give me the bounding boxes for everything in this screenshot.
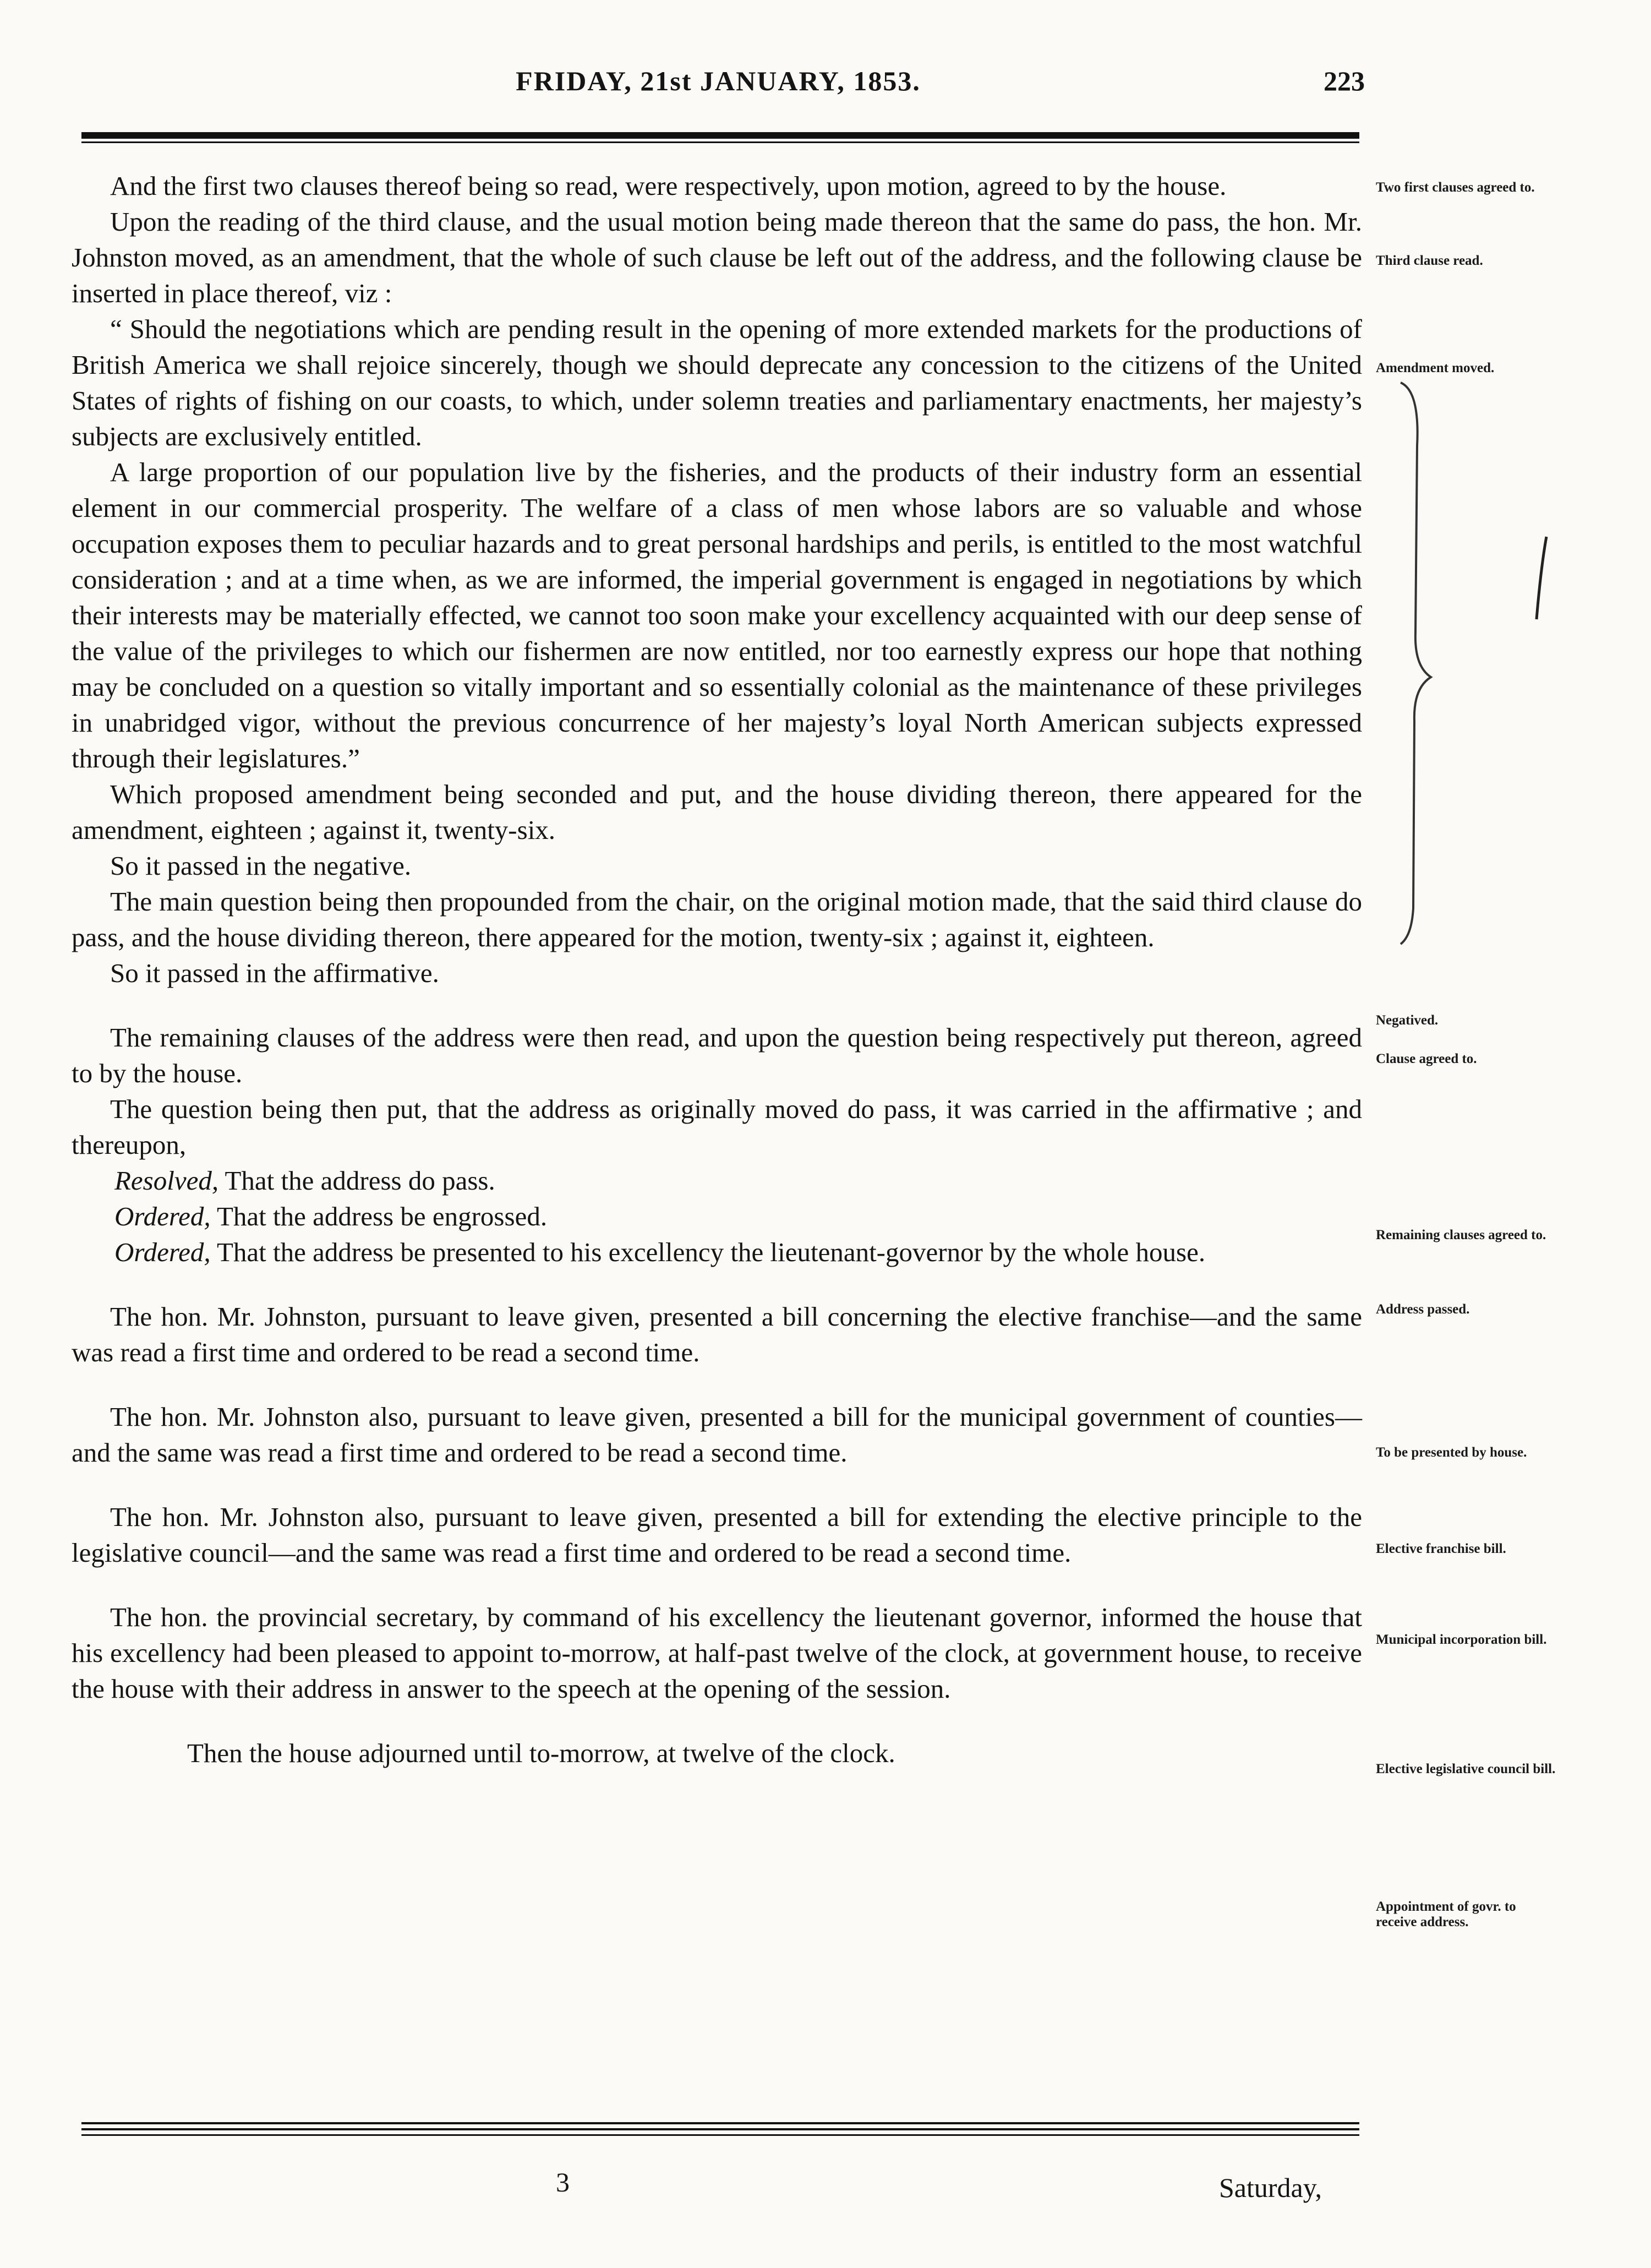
paragraph-third-clause: Upon the reading of the third clause, and the usual motion being made thereon that the same do pass, the hon. Mr. Johnston moved, as an amendment, that the whole of such clause be left out of the address, and the following clause be inserted in place thereof, viz :: [72, 206, 1362, 308]
header-rule-thin: [81, 141, 1359, 143]
margin-note: To be presented by house.: [1376, 1445, 1527, 1460]
margin-note: Negatived.: [1376, 1013, 1439, 1028]
margin-note: Remaining clauses agreed to.: [1376, 1228, 1546, 1242]
margin-note: Elective franchise bill.: [1376, 1541, 1506, 1556]
order-text: That the address be engrossed.: [210, 1201, 548, 1231]
page-body: [72, 168, 1362, 1771]
paragraph-governor-appointment: The hon. the provincial secretary, by command of his excellency the lieutenant governor, informed the house that his excellency had been pleased to appoint to-morrow, at half-past twelve of the clock, at government house, to receive the house with their address in answer to the speech at the opening of the session.: [72, 1602, 1362, 1704]
header-rule-thick: [81, 132, 1359, 139]
paragraph-division: Which proposed amendment being seconded and put, and the house dividing thereon, there appeared for the amendment, eighteen ; against it, twenty-six.: [72, 779, 1362, 845]
order-label: Resolved,: [114, 1165, 219, 1196]
margin-mark: [1530, 534, 1552, 622]
paragraph-negative: So it passed in the negative.: [110, 850, 412, 881]
paragraph-main-question: The main question being then propounded from the chair, on the original motion made, that the said third clause do pass, and the house dividing thereon, there appeared for the motion, twenty-six ; against it, eighteen.: [72, 886, 1362, 952]
footer-rule: [81, 2134, 1359, 2136]
order-label: Ordered,: [114, 1237, 211, 1267]
paragraph-clauses-agreed: And the first two clauses thereof being so read, were respectively, upon motion, agreed to by the house.: [110, 171, 1227, 201]
order-label: Ordered,: [114, 1201, 211, 1231]
footer-rule: [81, 2122, 1359, 2124]
paragraph-council-bill: The hon. Mr. Johnston also, pursuant to leave given, presented a bill for extending the elective principle to the legislative council—and the same was read a first time and ordered to be read a second time.: [72, 1502, 1362, 1568]
page-header: [72, 65, 1365, 109]
catchword: Saturday,: [1219, 2172, 1322, 2203]
order-text: That the address do pass.: [218, 1165, 495, 1196]
margin-note: Third clause read.: [1376, 253, 1483, 268]
paragraph-affirmative: So it passed in the affirmative.: [110, 958, 439, 988]
paragraph-amendment-quote-1: “ Should the negotiations which are pending result in the opening of more extended markets for the productions of British America we shall rejoice sincerely, though we should deprecate any concession to the citizens of the United States of rights of fishing on our coasts, to which, under solemn treaties and parliamentary enactments, her majesty’s subjects are exclusively entitled.: [72, 314, 1362, 451]
paragraph-franchise-bill: The hon. Mr. Johnston, pursuant to leave given, presented a bill concerning the elective franchise—and the same was read a first time and ordered to be read a second time.: [72, 1301, 1362, 1367]
footer-rule: [81, 2128, 1359, 2130]
paragraph-amendment-quote-2: A large proportion of our population live by the fisheries, and the products of their industry form an essential element in our commercial prosperity. The welfare of a class of men whose labors are so valuable and whose occupation exposes them to peculiar hazards and to great personal hardships and perils, is entitled to the most watchful consideration ; and at a time when, as we are informed, the imperial government is engaged in negotiations by which their interests may be materially effected, we cannot too soon make your excellency acquainted with our deep sense of the value of the privileges to which our fishermen are now entitled, nor too earnestly express our hope that nothing may be concluded on a question so vitally important and so essentially colonial as the maintenance of these privileges in unabridged vigor, without the previous concurrence of her majesty’s loyal North American subjects expressed through their legislatures.”: [72, 457, 1362, 773]
order-engrossed: [72, 1198, 1362, 1234]
margin-note: Address passed.: [1376, 1302, 1470, 1317]
margin-brace: [1398, 380, 1436, 947]
margin-note: Amendment moved.: [1376, 361, 1495, 375]
order-resolved: [72, 1163, 1362, 1198]
margin-note: Clause agreed to.: [1376, 1051, 1477, 1066]
page-number: 223: [1324, 66, 1365, 96]
paragraph-municipal-bill: The hon. Mr. Johnston also, pursuant to leave given, presented a bill for the municipal government of counties—and the same was read a first time and ordered to be read a second time.: [72, 1402, 1362, 1468]
order-text: That the address be presented to his excellency the lieutenant-governor by the whole house.: [210, 1237, 1206, 1267]
margin-note: Two first clauses agreed to.: [1376, 180, 1535, 195]
margin-note: Municipal incorporation bill.: [1376, 1632, 1547, 1647]
signature-mark: 3: [556, 2167, 570, 2198]
header-title: FRIDAY, 21st JANUARY, 1853.: [516, 66, 921, 96]
paragraph-remaining-clauses: The remaining clauses of the address were then read, and upon the question being respectively put thereon, agreed to by the house.: [72, 1022, 1362, 1088]
margin-note: Elective legislative council bill.: [1376, 1762, 1556, 1776]
order-presented: [72, 1234, 1362, 1270]
paragraph-adjourn: Then the house adjourned until to-morrow, at twelve of the clock.: [187, 1738, 895, 1768]
paragraph-address-carried: The question being then put, that the address as originally moved do pass, it was carried in the affirmative ; and thereupon,: [72, 1094, 1362, 1160]
margin-note: Appointment of govr. to receive address.: [1376, 1899, 1516, 1929]
